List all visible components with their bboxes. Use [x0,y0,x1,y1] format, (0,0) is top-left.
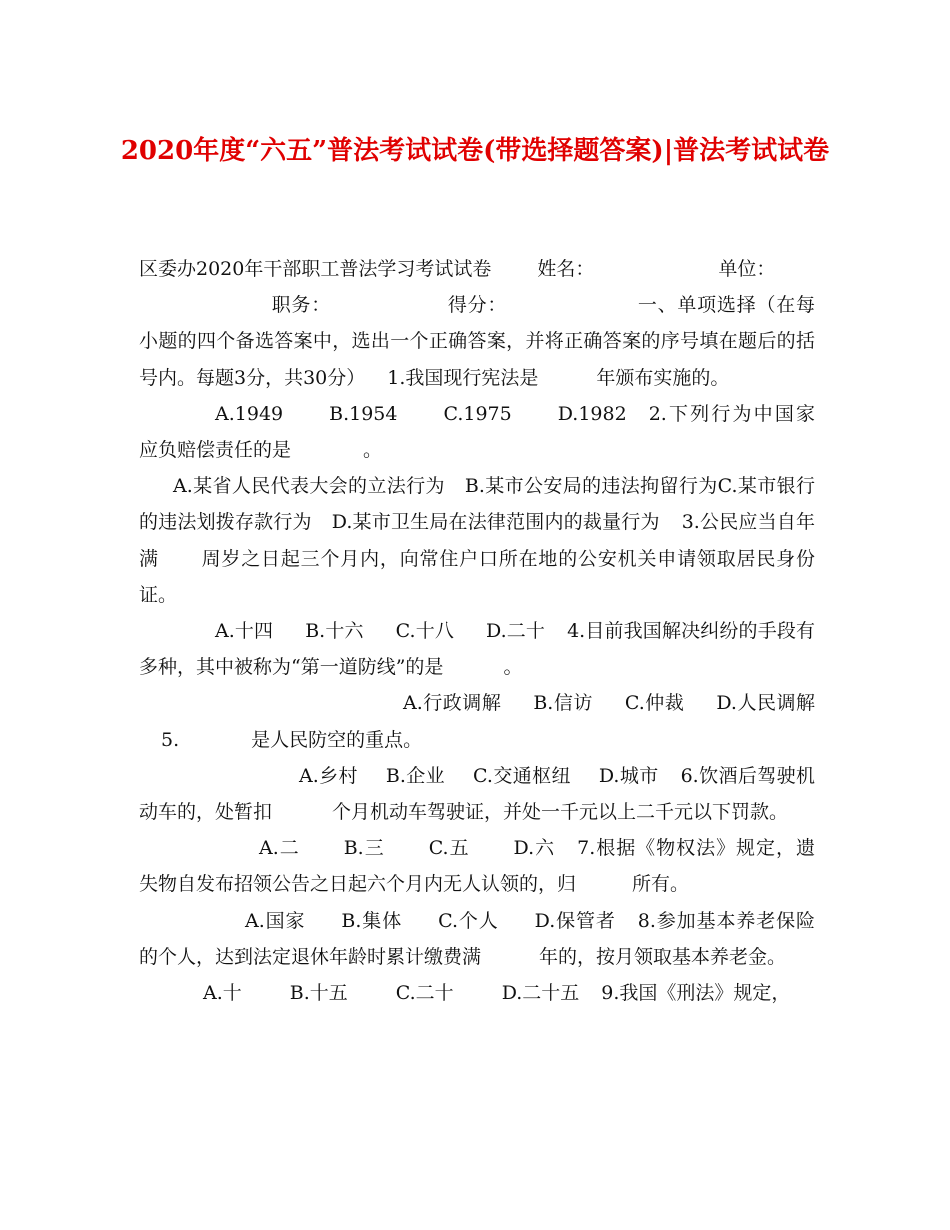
question-3-option-c: C.十八 [395,620,455,643]
paragraph-options-5 [139,758,815,830]
score-label: 得分： [447,294,508,317]
question-8-option-b: B.十五 [289,982,348,1005]
question-7-option-a: A.国家 [245,909,306,932]
question-4-stem-end: 。 [503,656,523,679]
question-7-option-c: C.个人 [438,909,499,932]
question-8-option-a: A.十 [203,982,242,1005]
question-4-option-b: B.信访 [533,692,593,715]
question-3-option-d: D.二十 [486,620,546,643]
question-3-option-a: A.十四 [215,620,274,643]
question-5-option-c: C.交通枢纽 [473,764,571,787]
paragraph-options-8 [139,975,815,1011]
question-2-option-d: D.某市卫生局在法律范围内的裁量行为 [331,511,660,534]
question-1-option-b: B.1954 [329,402,398,425]
question-5-option-a: A.乡村 [299,764,358,787]
paragraph-options-1 [139,396,815,468]
question-1-option-d: D.1982 [557,402,627,425]
paragraph-options-2 [139,468,815,613]
question-5-stem-end: 是人民防空的重点。 [251,728,423,751]
question-5-option-d: D.城市 [598,764,659,787]
question-4-stem: 4.目前我国解决纠纷的手段有多种，其中被称为“第一道防线”的是 [139,620,815,679]
name-label: 姓名： [537,258,595,280]
question-5-option-b: B.企业 [385,764,446,787]
paragraph-options-6 [139,830,815,902]
question-2-option-b: B.某市公安局的违法拘留行为 [464,475,718,498]
question-1-option-c: C.1975 [443,402,512,425]
position-label: 职务： [271,294,332,317]
question-9-stem: 9.我国《刑法》规定， [601,982,791,1005]
question-7-option-d: D.保管者 [534,909,616,932]
question-3-stem-end: 周岁之日起三个月内，向常住户口所在地的公安机关申请领取居民身份证。 [139,547,815,606]
question-2-stem: 2.下列行为中国家应负赔偿责任的是 [139,402,815,462]
question-7-stem-end: 所有。 [632,873,690,896]
question-6-option-a: A.二 [259,837,300,860]
question-3-stem: 3.公民应当自年满 [139,511,815,570]
paragraph-header [139,251,815,396]
question-2-option-c: C.某市银行的违法划拨存款行为 [139,475,815,534]
question-5-stem: 5. [161,728,180,751]
question-8-option-c: C.二十 [395,982,454,1005]
question-7-option-b: B.集体 [341,909,403,932]
question-2-stem-end: 。 [363,439,383,462]
question-6-option-c: C.五 [428,837,470,860]
section-heading: 一、单项选择（在每小题的四个备选答案中，选出一个正确答案，并将正确答案的序号填在题后的括号内。每题3分，共30分） [139,294,815,389]
paragraph-options-7 [139,903,815,975]
question-8-stem-end: 年的，按月领取基本养老金。 [539,945,787,968]
question-4-option-d: D.人民调解 [716,692,815,715]
question-8-option-d: D.二十五 [501,982,580,1005]
question-1-option-a: A.1949 [215,402,284,425]
question-7-stem: 7.根据《物权法》规定，遗失物自发布招领公告之日起六个月内无人认领的，归 [139,837,815,896]
question-1-stem: 1.我国现行宪法是 [387,366,539,389]
question-1-stem-end: 年颁布实施的。 [596,366,730,389]
question-8-stem: 8.参加基本养老保险的个人，达到法定退休年龄时累计缴费满 [139,909,815,968]
unit-label: 单位： [718,258,776,280]
question-6-stem-end: 个月机动车驾驶证，并处一千元以上二千元以下罚款。 [332,801,789,824]
question-3-option-b: B.十六 [305,620,364,643]
paragraph-options-4 [139,685,815,757]
question-2-option-a: A.某省人民代表大会的立法行为 [173,475,445,498]
question-6-option-b: B.三 [343,837,385,860]
question-6-option-d: D.六 [513,837,556,860]
paragraph-options-3 [139,613,815,685]
document-body [139,251,815,1011]
question-4-option-a: A.行政调解 [403,692,502,715]
question-4-option-c: C.仲裁 [624,692,685,715]
question-6-stem: 6.饮酒后驾驶机动车的，处暂扣 [139,764,815,824]
exam-name: 区委办2020年干部职工普法学习考试试卷 [139,258,492,280]
document-title: 2020年度“六五”普法考试试卷(带选择题答案)|普法考试试卷 [120,136,830,166]
